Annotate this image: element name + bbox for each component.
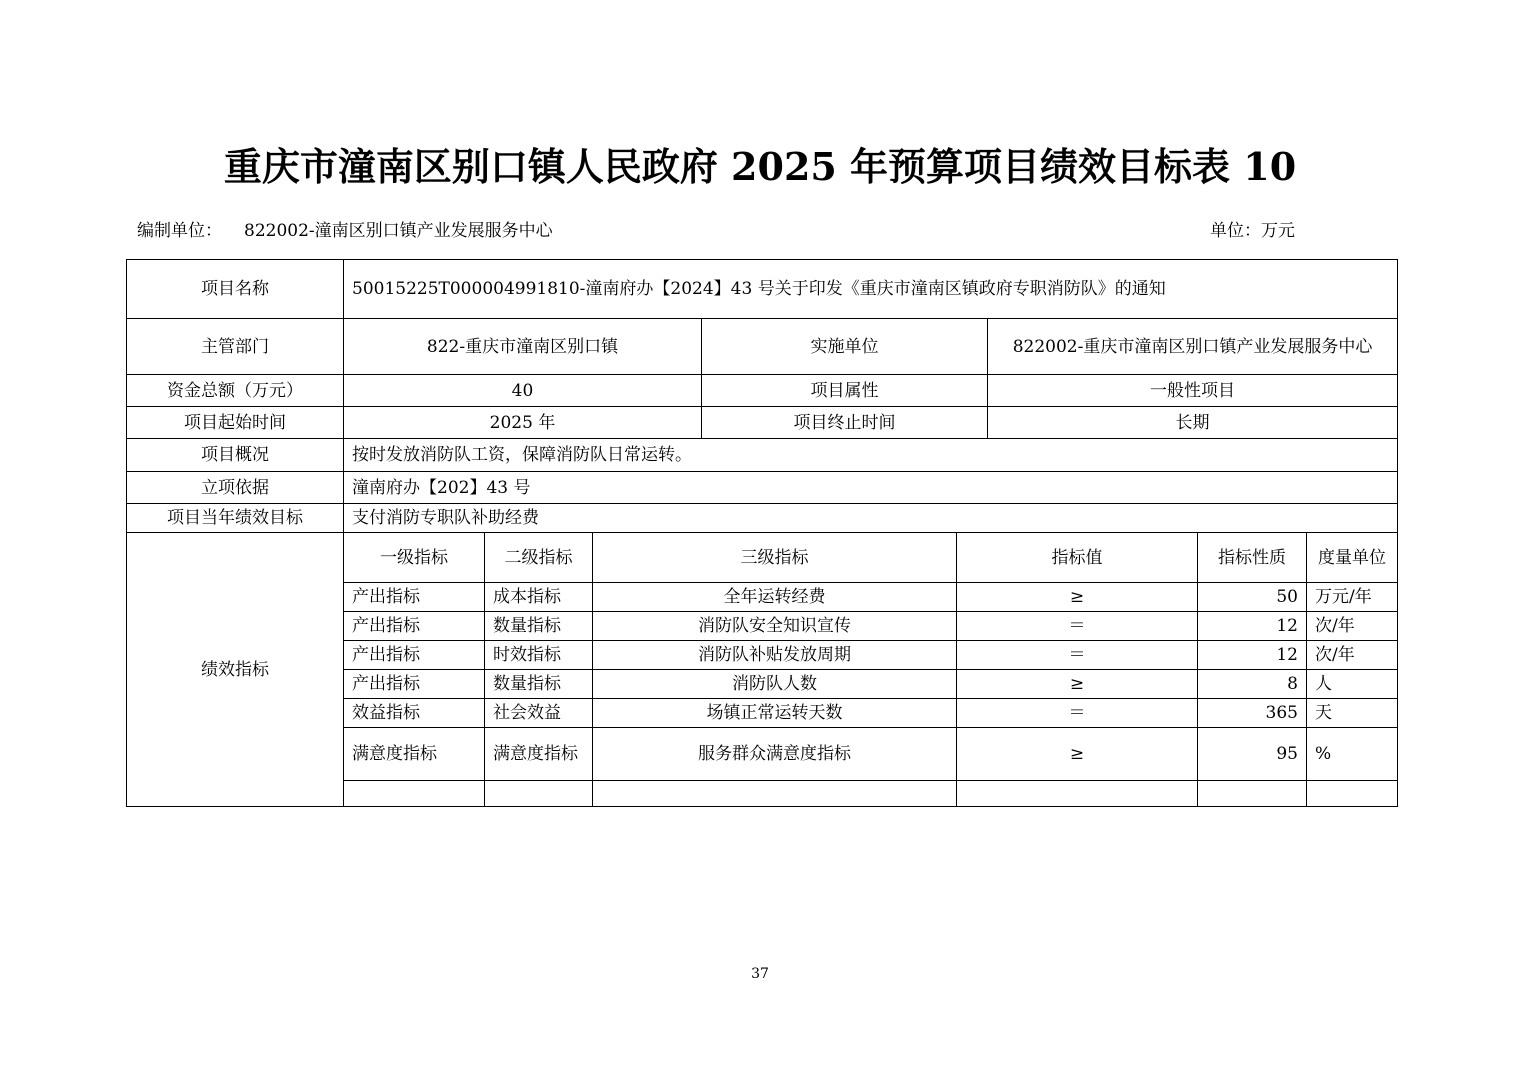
funds-value: 40 [344,375,702,407]
indicator-operator: ＝ [957,612,1198,641]
empty-cell [1307,781,1398,807]
org-value: 822002-潼南区别口镇产业发展服务中心 [244,221,553,241]
indicator-l2: 成本指标 [485,583,593,612]
empty-cell [593,781,957,807]
indicator-l1: 满意度指标 [344,728,485,781]
project-name-label: 项目名称 [127,260,344,319]
attr-label: 项目属性 [702,375,988,407]
indicator-unit: % [1307,728,1398,781]
indicator-l1: 产出指标 [344,583,485,612]
end-value: 长期 [988,407,1398,439]
indicator-l1: 产出指标 [344,612,485,641]
indicator-l3: 消防队安全知识宣传 [593,612,957,641]
table-row [127,472,1398,504]
indicator-l2: 数量指标 [485,670,593,699]
table-row [127,260,1398,319]
indicator-l3: 消防队补贴发放周期 [593,641,957,670]
empty-cell [1198,781,1307,807]
empty-cell [344,781,485,807]
start-value: 2025 年 [344,407,702,439]
indicator-value: 365 [1198,699,1307,728]
header-value: 指标值 [957,533,1198,583]
goal-value: 支付消防专职队补助经费 [344,504,1398,533]
header-l1: 一级指标 [344,533,485,583]
indicator-l2: 满意度指标 [485,728,593,781]
empty-cell [485,781,593,807]
indicator-l3: 服务群众满意度指标 [593,728,957,781]
indicator-l2: 数量指标 [485,612,593,641]
indicator-l1: 产出指标 [344,670,485,699]
unit-label: 单位：万元 [1210,221,1295,241]
overview-value: 按时发放消防队工资，保障消防队日常运转。 [344,439,1398,472]
indicator-header-row [127,533,1398,583]
indicator-operator: ≥ [957,728,1198,781]
project-name-value: 50015225T000004991810-潼南府办【2024】43 号关于印发《重庆市潼南区镇政府专职消防队》的通知 [344,260,1398,319]
table-row [127,407,1398,439]
funds-label: 资金总额（万元） [127,375,344,407]
indicator-l2: 社会效益 [485,699,593,728]
indicator-l1: 产出指标 [344,641,485,670]
indicator-unit: 人 [1307,670,1398,699]
indicator-value: 12 [1198,612,1307,641]
indicator-l3: 消防队人数 [593,670,957,699]
org-label: 编制单位： [137,221,222,241]
table-row [127,375,1398,407]
indicator-operator: ≥ [957,583,1198,612]
indicator-unit: 次/年 [1307,641,1398,670]
indicator-value: 8 [1198,670,1307,699]
header-l3: 三级指标 [593,533,957,583]
indicator-value: 95 [1198,728,1307,781]
table-row [127,319,1398,375]
dept-label: 主管部门 [127,319,344,375]
dept-value: 822-重庆市潼南区别口镇 [344,319,702,375]
indicator-operator: ＝ [957,699,1198,728]
attr-value: 一般性项目 [988,375,1398,407]
indicator-operator: ≥ [957,670,1198,699]
org-info [137,216,553,241]
table-row [127,504,1398,533]
page-number: 37 [751,966,769,982]
table-row [127,439,1398,472]
indicator-operator: ＝ [957,641,1198,670]
header-l2: 二级指标 [485,533,593,583]
impl-label: 实施单位 [702,319,988,375]
impl-value: 822002-重庆市潼南区别口镇产业发展服务中心 [988,319,1398,375]
indicator-unit: 天 [1307,699,1398,728]
indicator-l3: 全年运转经费 [593,583,957,612]
indicator-l2: 时效指标 [485,641,593,670]
start-label: 项目起始时间 [127,407,344,439]
indicator-l3: 场镇正常运转天数 [593,699,957,728]
basis-value: 潼南府办【202】43 号 [344,472,1398,504]
indicator-l1: 效益指标 [344,699,485,728]
goal-label: 项目当年绩效目标 [127,504,344,533]
basis-label: 立项依据 [127,472,344,504]
overview-label: 项目概况 [127,439,344,472]
indicator-unit: 万元/年 [1307,583,1398,612]
page-title: 重庆市潼南区别口镇人民政府 2025 年预算项目绩效目标表 10 [223,144,1297,189]
indicator-unit: 次/年 [1307,612,1398,641]
empty-cell [957,781,1198,807]
end-label: 项目终止时间 [702,407,988,439]
performance-table [126,259,1398,807]
header-unit: 度量单位 [1307,533,1398,583]
indicator-value: 12 [1198,641,1307,670]
header-nature: 指标性质 [1198,533,1307,583]
perf-label: 绩效指标 [127,533,344,807]
indicator-value: 50 [1198,583,1307,612]
